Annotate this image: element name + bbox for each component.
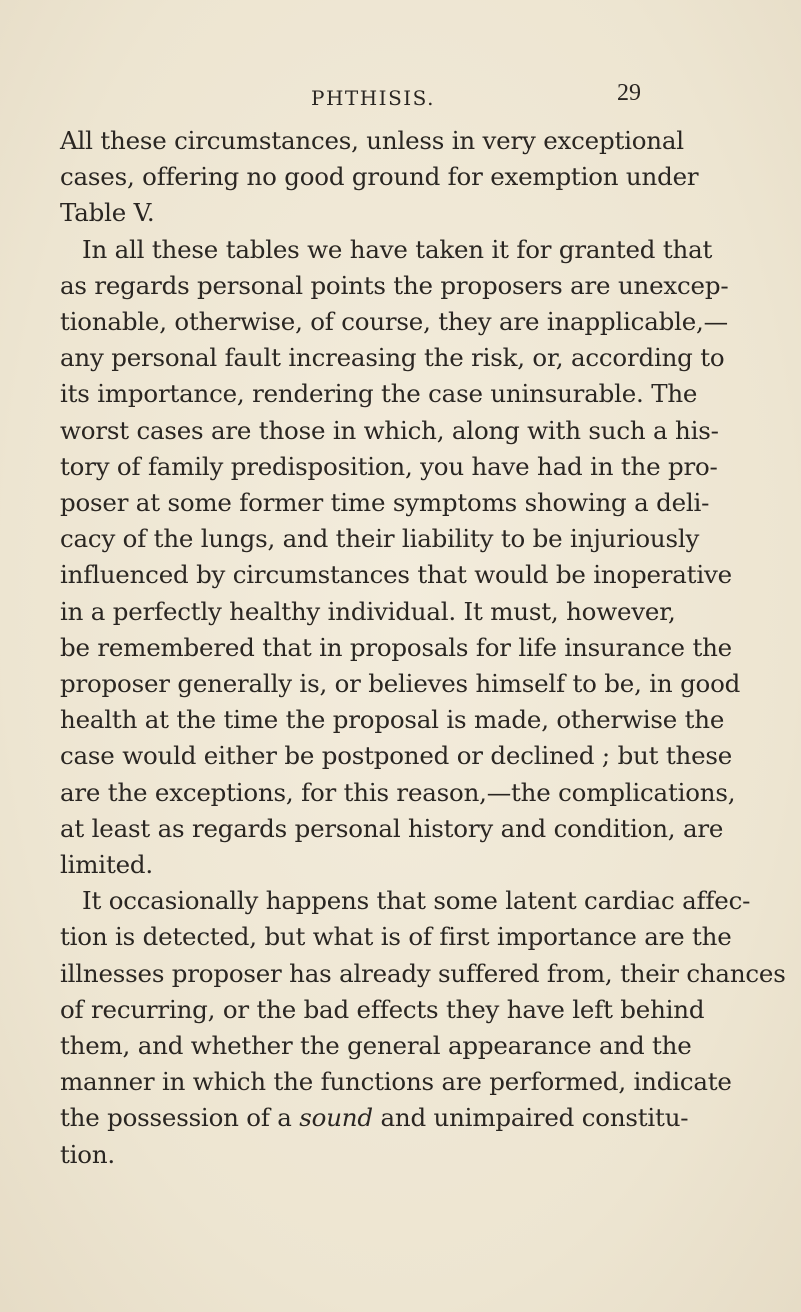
text-line: are the exceptions, for this reason,—the complications, bbox=[60, 777, 736, 807]
text-line: of recurring, or the bad effects they have left behind bbox=[60, 994, 705, 1024]
text-line: health at the time the proposal is made, otherwise the bbox=[60, 705, 725, 735]
text-line: cacy of the lungs, and their liability to be injuriously bbox=[60, 524, 700, 554]
text-line: It occasionally happens that some latent cardiac affec- bbox=[82, 886, 751, 916]
text-line: tionable, otherwise, of course, they are inapplicable,— bbox=[60, 307, 728, 337]
text-line: tion is detected, but what is of first importance are the bbox=[60, 922, 732, 952]
text-line: cases, offering no good ground for exemption under bbox=[60, 162, 699, 192]
body-text bbox=[60, 123, 786, 1173]
text-line: influenced by circumstances that would be inoperative bbox=[60, 560, 732, 590]
text-run: the possession of a bbox=[60, 1103, 300, 1133]
text-line: worst cases are those in which, along with such a his- bbox=[60, 415, 719, 445]
italic-word-sound: sound bbox=[299, 1103, 373, 1133]
text-line: proposer generally is, or believes himself to be, in good bbox=[60, 669, 741, 699]
text-line-with-italic bbox=[60, 1100, 689, 1136]
running-head bbox=[0, 80, 801, 110]
text-run: and unimpaired constitu- bbox=[372, 1103, 689, 1133]
paragraph-1 bbox=[60, 123, 699, 232]
text-line: any personal fault increasing the risk, or, according to bbox=[60, 343, 725, 373]
text-line: All these circumstances, unless in very exceptional bbox=[60, 126, 684, 155]
text-line: as regards personal points the proposers are unexcep- bbox=[60, 270, 729, 300]
text-line: at least as regards personal history and condition, are bbox=[60, 813, 724, 843]
paragraph-2 bbox=[60, 232, 741, 884]
text-line: tory of family predisposition, you have had in the pro- bbox=[60, 451, 718, 481]
text-line: in a perfectly healthy individual. It must, however, bbox=[60, 596, 676, 626]
text-line: poser at some former time symptoms showing a deli- bbox=[60, 488, 710, 518]
text-line: In all these tables we have taken it for granted that bbox=[82, 234, 713, 264]
text-line: its importance, rendering the case uninsurable. The bbox=[60, 379, 698, 409]
text-line: manner in which the functions are performed, indicate bbox=[60, 1067, 732, 1097]
text-line: tion. bbox=[60, 1139, 115, 1169]
text-line: be remembered that in proposals for life insurance the bbox=[60, 632, 732, 662]
text-line: case would either be postponed or declined ; but these bbox=[60, 741, 733, 771]
text-line: them, and whether the general appearance and the bbox=[60, 1031, 692, 1061]
page-number: 29 bbox=[617, 80, 641, 106]
text-line: illnesses proposer has already suffered from, their chances bbox=[60, 958, 786, 988]
text-line: limited. bbox=[60, 850, 153, 880]
text-line: Table V. bbox=[60, 198, 155, 228]
running-head-title: PHTHISIS. bbox=[311, 86, 436, 110]
paragraph-3 bbox=[60, 883, 786, 1173]
